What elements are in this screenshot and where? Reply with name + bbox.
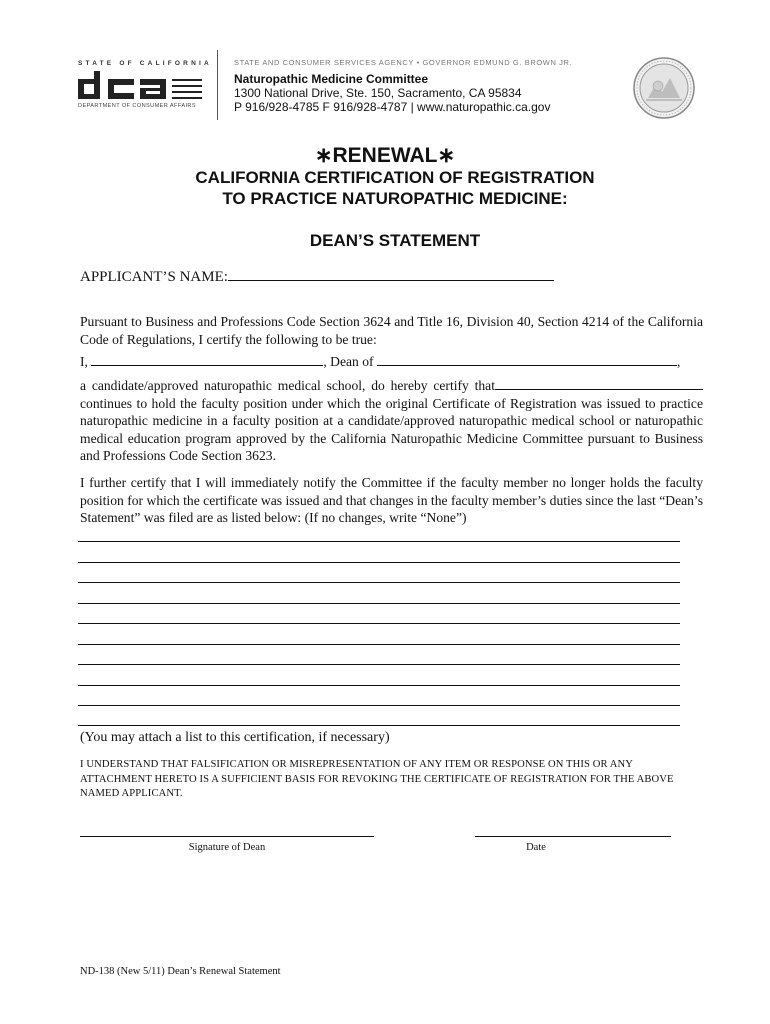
applicant-name-field[interactable] xyxy=(228,268,554,281)
dca-logo xyxy=(76,71,204,101)
state-of-california-label: STATE OF CALIFORNIA xyxy=(78,60,212,67)
school-name-field[interactable] xyxy=(377,353,677,366)
renewal-heading: ∗RENEWAL∗ xyxy=(314,144,456,167)
dean-name-field[interactable] xyxy=(91,353,323,366)
changes-line[interactable] xyxy=(78,705,680,706)
title-line-1: CALIFORNIA CERTIFICATION OF REGISTRATION xyxy=(195,168,595,187)
deans-statement-heading: DEAN’S STATEMENT xyxy=(309,231,481,250)
notify-paragraph: I further certify that I will immediately notify the Committee if the faculty member no longer holds the faculty position for which the certificate was issued and that changes in the faculty member’s duties since the last “Dean’s Statement” was filed are as listed below: (If no changes, write “None”) xyxy=(80,475,703,525)
changes-line[interactable] xyxy=(78,725,680,726)
state-seal-icon xyxy=(632,56,696,120)
certify-paragraph-start: a candidate/approved naturopathic medical school, do hereby certify that xyxy=(80,378,495,393)
comma: , xyxy=(676,354,681,369)
committee-name: Naturopathic Medicine Committee xyxy=(234,72,429,86)
committee-address: 1300 National Drive, Ste. 150, Sacramento, CA 95834 xyxy=(234,86,522,100)
signature-field[interactable] xyxy=(80,836,374,837)
applicant-name-label: APPLICANT’S NAME: xyxy=(80,269,228,285)
changes-line[interactable] xyxy=(78,644,680,645)
committee-contact: P 916/928-4785 F 916/928-4787 | www.naturopathic.ca.gov xyxy=(234,100,551,114)
date-field[interactable] xyxy=(475,836,671,837)
date-label: Date xyxy=(526,842,546,853)
changes-line[interactable] xyxy=(78,623,680,624)
i-label: I, xyxy=(80,354,88,369)
department-label: DEPARTMENT OF CONSUMER AFFAIRS xyxy=(78,103,196,109)
changes-line[interactable] xyxy=(78,541,680,542)
changes-line[interactable] xyxy=(78,562,680,563)
changes-line[interactable] xyxy=(78,603,680,604)
applicant-name-row xyxy=(80,268,554,286)
changes-line[interactable] xyxy=(78,664,680,665)
faculty-member-field[interactable] xyxy=(495,377,703,390)
pursuant-paragraph: Pursuant to Business and Professions Code Section 3624 and Title 16, Division 40, Section 4214 of the California Code of Regulations, I certify the following to be true: xyxy=(80,314,703,347)
agency-line: STATE AND CONSUMER SERVICES AGENCY • GOVERNOR EDMUND G. BROWN JR. xyxy=(234,58,573,67)
changes-line[interactable] xyxy=(78,582,680,583)
signature-label: Signature of Dean xyxy=(188,842,266,853)
changes-line[interactable] xyxy=(78,685,680,686)
dean-identity-row xyxy=(80,353,703,371)
form-code: ND-138 (New 5/11) Dean’s Renewal Statement xyxy=(80,966,281,977)
title-line-2: TO PRACTICE NATUROPATHIC MEDICINE: xyxy=(222,189,568,208)
attach-note: (You may attach a list to this certification, if necessary) xyxy=(80,730,390,745)
certify-paragraph xyxy=(80,377,703,465)
letterhead-divider xyxy=(217,50,218,120)
dean-of-label: , Dean of xyxy=(323,354,374,369)
certify-paragraph-rest: continues to hold the faculty position under which the original Certificate of Registration was issued to practice naturopathic medicine in a faculty position at a candidate/approved naturopathic medical school or naturopathic medical education program approved by the California Naturopathic Medicine Committee pursuant to Business and Professions Code Section 3623. xyxy=(80,395,703,463)
falsification-warning: I UNDERSTAND THAT FALSIFICATION OR MISREPRESENTATION OF ANY ITEM OR RESPONSE ON THIS OR ANY ATTACHMENT HERETO IS A SUFFICIENT BASIS FOR REVOKING THE CERTIFICATE OF REGISTRATION FOR THE ABOVE NAMED APPLICANT. xyxy=(80,759,674,799)
